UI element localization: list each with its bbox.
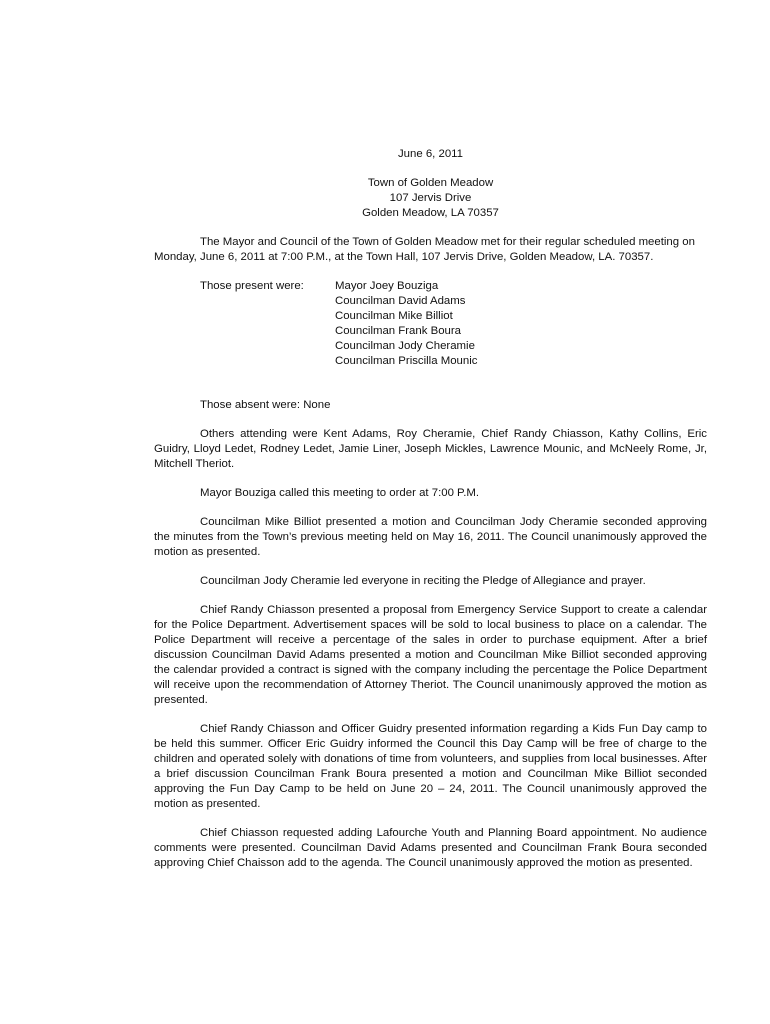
present-list	[335, 279, 477, 369]
present-member: Councilman Frank Boura	[335, 325, 461, 337]
address-line-3: Golden Meadow, LA 70357	[362, 207, 499, 219]
town-address	[154, 176, 707, 221]
present-member: Councilman Mike Billiot	[335, 310, 453, 322]
address-line-2: 107 Jervis Drive	[389, 192, 472, 204]
call-to-order-paragraph: Mayor Bouziga called this meeting to order at 7:00 P.M.	[200, 487, 480, 499]
minutes-approval-paragraph: Councilman Mike Billiot presented a motion and Councilman Jody Cheramie seconded approving the minutes from the Town’s previous meeting held on May 16, 2011. The Council unanimously approved the motion as presented.	[154, 516, 707, 558]
intro-paragraph: The Mayor and Council of the Town of Golden Meadow met for their regular scheduled meeting on Monday, June 6, 2011 at 7:00 P.M., at the Town Hall, 107 Jervis Drive, Golden Meadow, LA. 70357.	[154, 236, 695, 263]
present-member: Councilman Priscilla Mounic	[335, 355, 478, 367]
document-body	[154, 147, 707, 871]
calendar-proposal-paragraph: Chief Randy Chiasson presented a proposal from Emergency Service Support to create a calendar for the Police Department. Advertisement spaces will be sold to local business to place on a calendar. The Police Department will receive a percentage of the sales in order to purchase equipment. After a brief discussion Councilman David Adams presented a motion and Councilman Mike Billiot seconded approving the calendar provided a contract is signed with the company including the percentage the Police Department will receive upon the recommendation of Attorney Theriot. The Council unanimously approved the motion as presented.	[154, 604, 707, 706]
attendance-present	[200, 279, 707, 384]
attendance-absent: Those absent were: None	[200, 399, 331, 411]
present-member: Councilman David Adams	[335, 295, 466, 307]
meeting-date: June 6, 2011	[397, 148, 464, 160]
others-attending-paragraph: Others attending were Kent Adams, Roy Cheramie, Chief Randy Chiasson, Kathy Collins, Eric Guidry, Lloyd Ledet, Rodney Ledet, Jamie Liner, Joseph Mickles, Lawrence Mounic, and McNeely Rome, Jr, Mitchell Theriot.	[154, 428, 707, 470]
address-line-1: Town of Golden Meadow	[367, 177, 494, 189]
present-member: Councilman Jody Cheramie	[335, 340, 475, 352]
pledge-paragraph: Councilman Jody Cheramie led everyone in reciting the Pledge of Allegiance and prayer.	[200, 575, 646, 587]
present-member: Mayor Joey Bouziga	[335, 280, 439, 292]
agenda-addition-paragraph: Chief Chiasson requested adding Lafourche Youth and Planning Board appointment. No audience comments were presented. Councilman David Adams presented and Councilman Frank Boura seconded approving Chief Chaisson add to the agenda. The Council unanimously approved the motion as presented.	[154, 827, 707, 869]
present-label: Those present were:	[200, 280, 304, 292]
fun-day-camp-paragraph: Chief Randy Chiasson and Officer Guidry presented information regarding a Kids Fun Day camp to be held this summer. Officer Eric Guidry informed the Council this Day Camp will be free of charge to the children and operated solely with donations of time from volunteers, and supplies from local businesses. After a brief discussion Councilman Frank Boura presented a motion and Councilman Mike Billiot seconded approving the Fun Day Camp to be held on June 20 – 24, 2011. The Council unanimously approved the motion as presented.	[154, 723, 707, 810]
